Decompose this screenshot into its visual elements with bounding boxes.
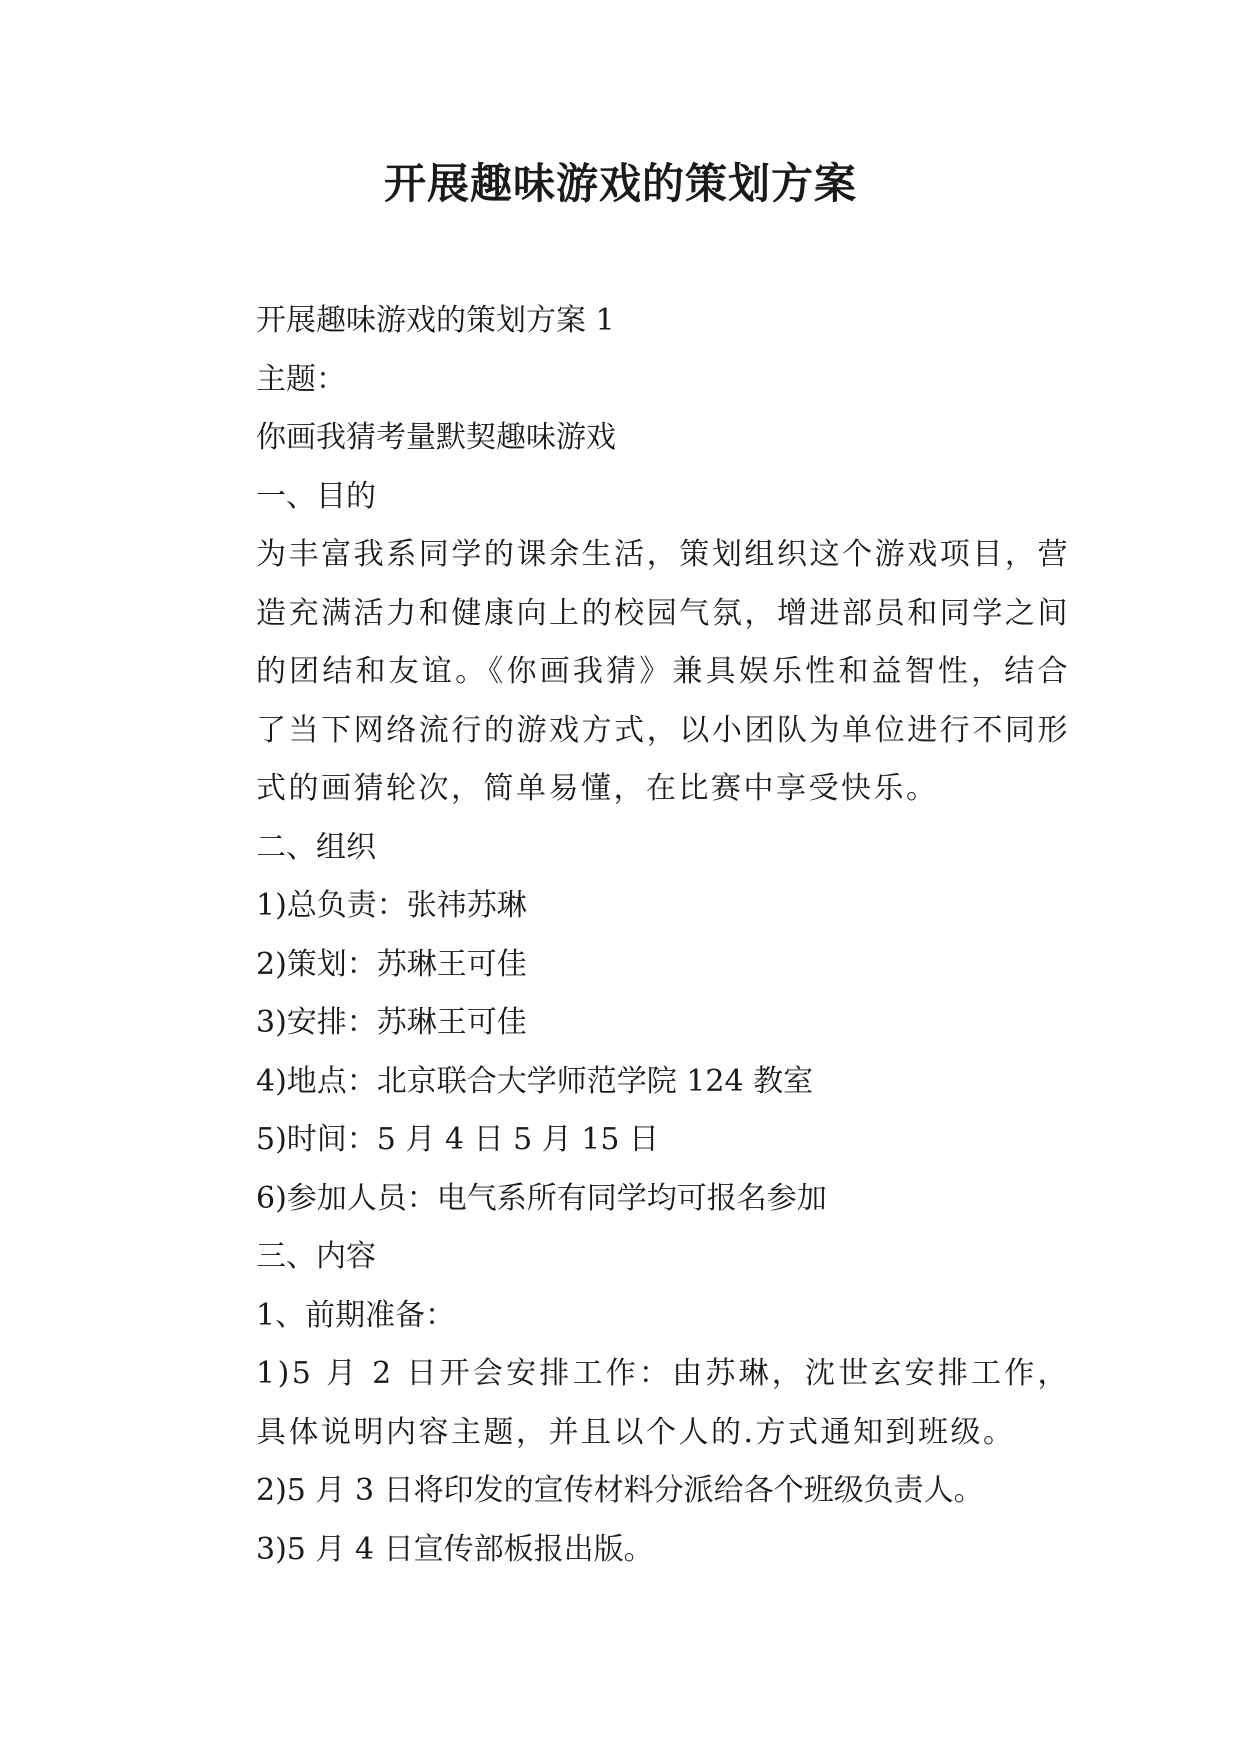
organization-item: 3)安排：苏琳王可佳	[256, 1005, 527, 1040]
preparation-item: 2)5 月 3 日将印发的宣传材料分派给各个班级负责人。	[256, 1473, 984, 1508]
organization-item: 2)策划：苏琳王可佳	[256, 946, 527, 982]
document-title: 开展趣味游戏的策划方案	[383, 159, 857, 208]
section-heading-organization: 二、组织	[256, 829, 376, 865]
section-heading-content: 三、内容	[256, 1239, 376, 1274]
purpose-paragraph: 为丰富我系同学的课余生活，策划组织这个游戏项目，营造充满活力和健康向上的校园气氛，增进部员和同学之间的团结和友谊。《你画我猜》兼具娱乐性和益智性，结合了当下网络流行的游戏方式，以小团队为单位进行不同形式的画猜轮次，简单易懂，在比赛中享受快乐。	[256, 537, 1070, 806]
organization-item: 5)时间：5 月 4 日 5 月 15 日	[256, 1122, 659, 1157]
organization-item: 4)地点：北京联合大学师范学院 124 教室	[256, 1063, 814, 1099]
theme-label: 主题：	[256, 361, 346, 397]
organization-item: 6)参加人员：电气系所有同学均可报名参加	[256, 1180, 827, 1216]
subsection-heading-preparation: 1、前期准备：	[256, 1297, 456, 1333]
preparation-item: 1)5 月 2 日开会安排工作：由苏琳，沈世玄安排工作，具体说明内容主题，并且以个人的.方式通知到班级。	[256, 1356, 1070, 1450]
section-heading-purpose: 一、目的	[256, 478, 376, 514]
preparation-item: 3)5 月 4 日宣传部板报出版。	[256, 1531, 654, 1567]
subtitle-paragraph: 开展趣味游戏的策划方案 1	[256, 303, 615, 338]
theme-value: 你画我猜考量默契趣味游戏	[256, 420, 616, 455]
document-body	[190, 292, 1070, 1579]
organization-item: 1)总负责：张祎苏琳	[256, 888, 527, 923]
